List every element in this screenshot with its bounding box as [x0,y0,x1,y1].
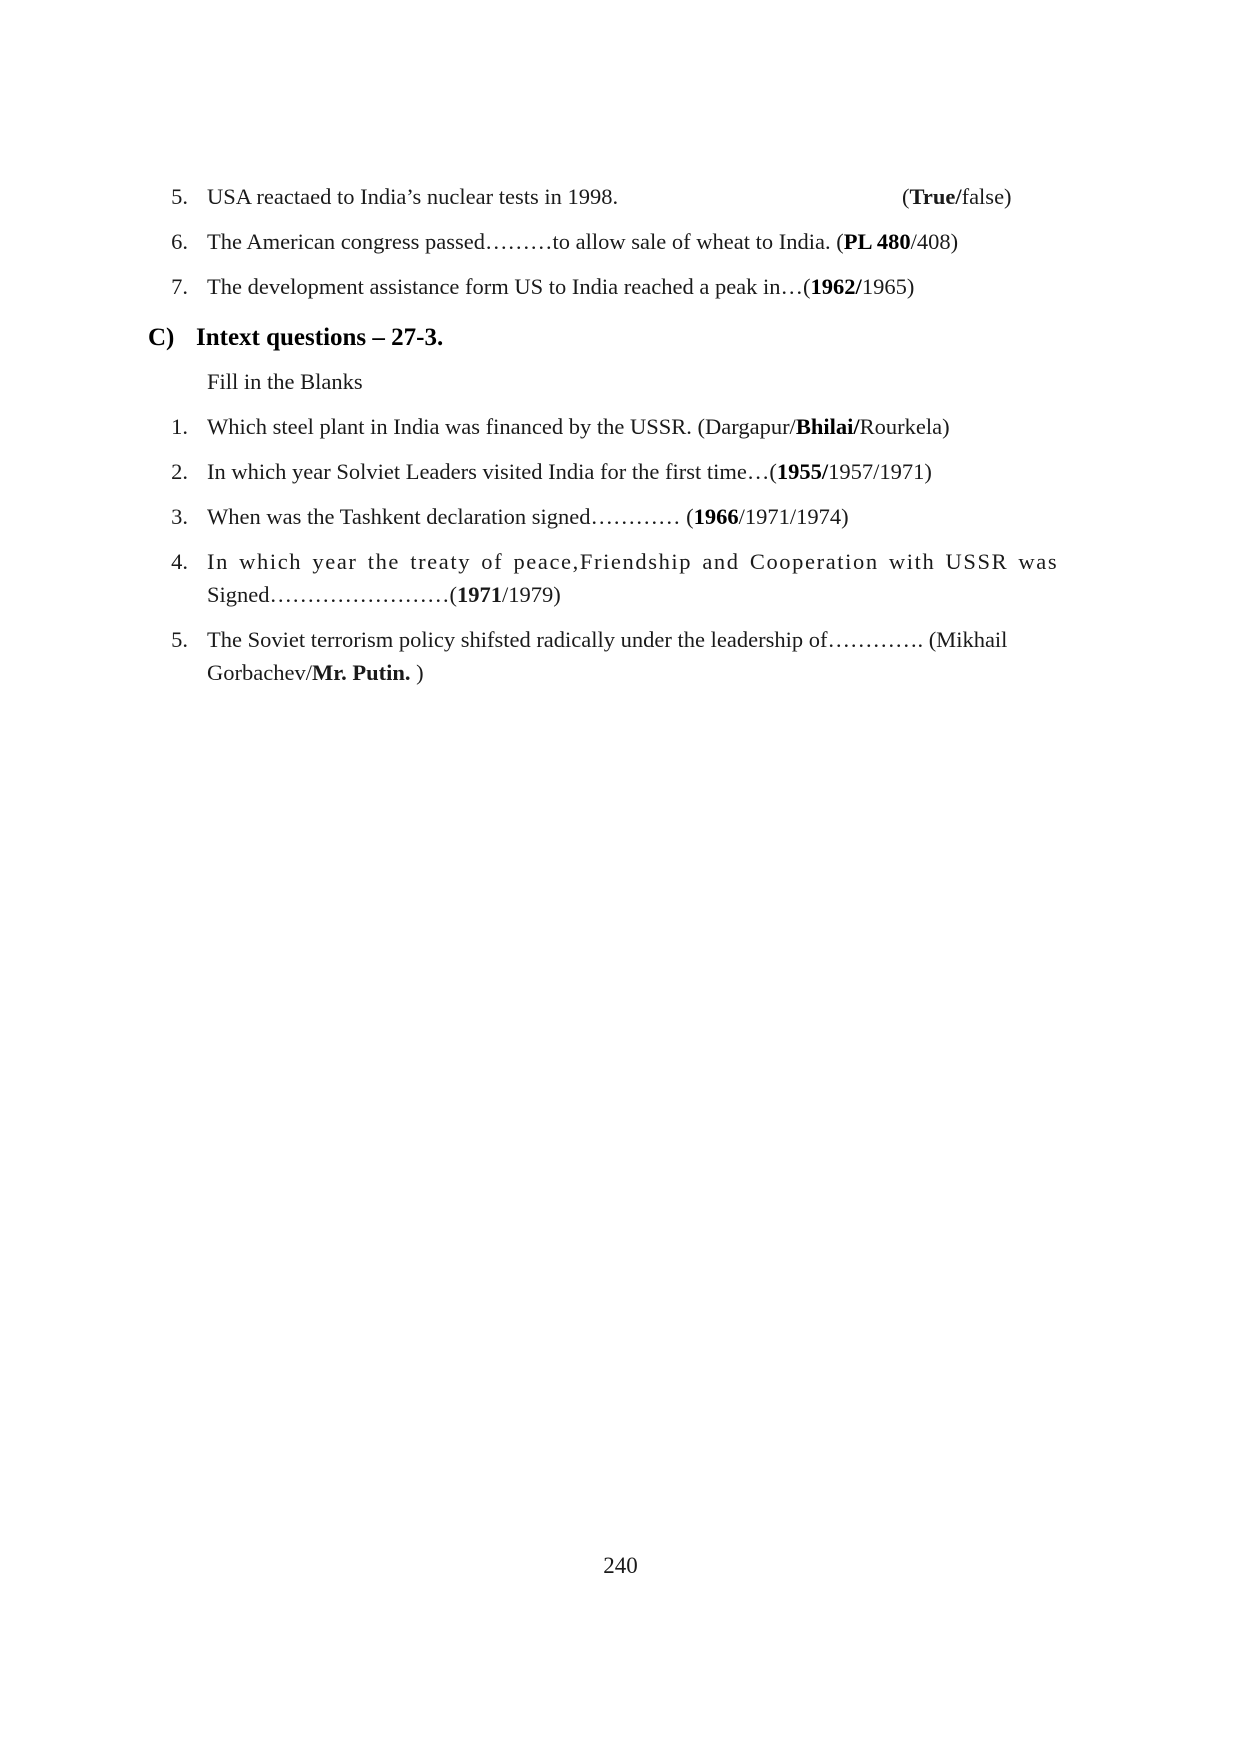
correct-answer: PL 480 [843,229,911,254]
correct-answer: 1962/ [810,274,862,299]
section-label: C) [148,324,175,351]
item-number: 2. [171,459,188,484]
question-text: In which year Solviet Leaders visited India for the first time…(1955/1957/1971) [207,459,932,484]
correct-answer: 1971 [457,582,502,607]
question-text: USA reactaed to India’s nuclear tests in 1998. [207,184,619,209]
correct-answer: Bhilai/ [795,414,860,439]
question-c4-line1: In which year the treaty of peace,Friendship and Cooperation with USSR was [207,549,1059,574]
answer-options: (True/false) [902,184,1012,209]
section-subtitle: Fill in the Blanks [207,369,363,394]
question-text: Which steel plant in India was financed by the USSR. (Dargapur/Bhilai/Rourkela) [207,414,950,439]
question-text: The American congress passed………to allow sale of wheat to India. (PL 480/408) [207,229,959,254]
correct-answer: True/ [909,184,962,209]
item-number: 1. [171,414,188,439]
item-number: 6. [171,229,188,254]
item-number: 7. [171,274,188,299]
question-c5-line1: The Soviet terrorism policy shifsted radically under the leadership of…………. (Mikhail [207,627,1008,652]
section-title: Intext questions – 27-3. [196,324,444,351]
question-c4-line2: Signed……………………(1971/1979) [207,582,561,607]
question-c5-line2: Gorbachev/Mr. Putin. ) [207,660,424,685]
item-number: 4. [171,549,188,574]
item-number: 3. [171,504,188,529]
section-heading [148,321,443,355]
page-number: 240 [603,1553,638,1578]
correct-answer: 1955/ [776,459,829,484]
item-number: 5. [171,627,188,652]
correct-answer: Mr. Putin. [311,660,411,685]
correct-answer: 1966 [693,504,739,529]
question-text: The development assistance form US to India reached a peak in…(1962/1965) [207,274,915,299]
question-text: When was the Tashkent declaration signed………… (1966/1971/1974) [207,504,849,529]
item-number: 5. [171,184,188,209]
